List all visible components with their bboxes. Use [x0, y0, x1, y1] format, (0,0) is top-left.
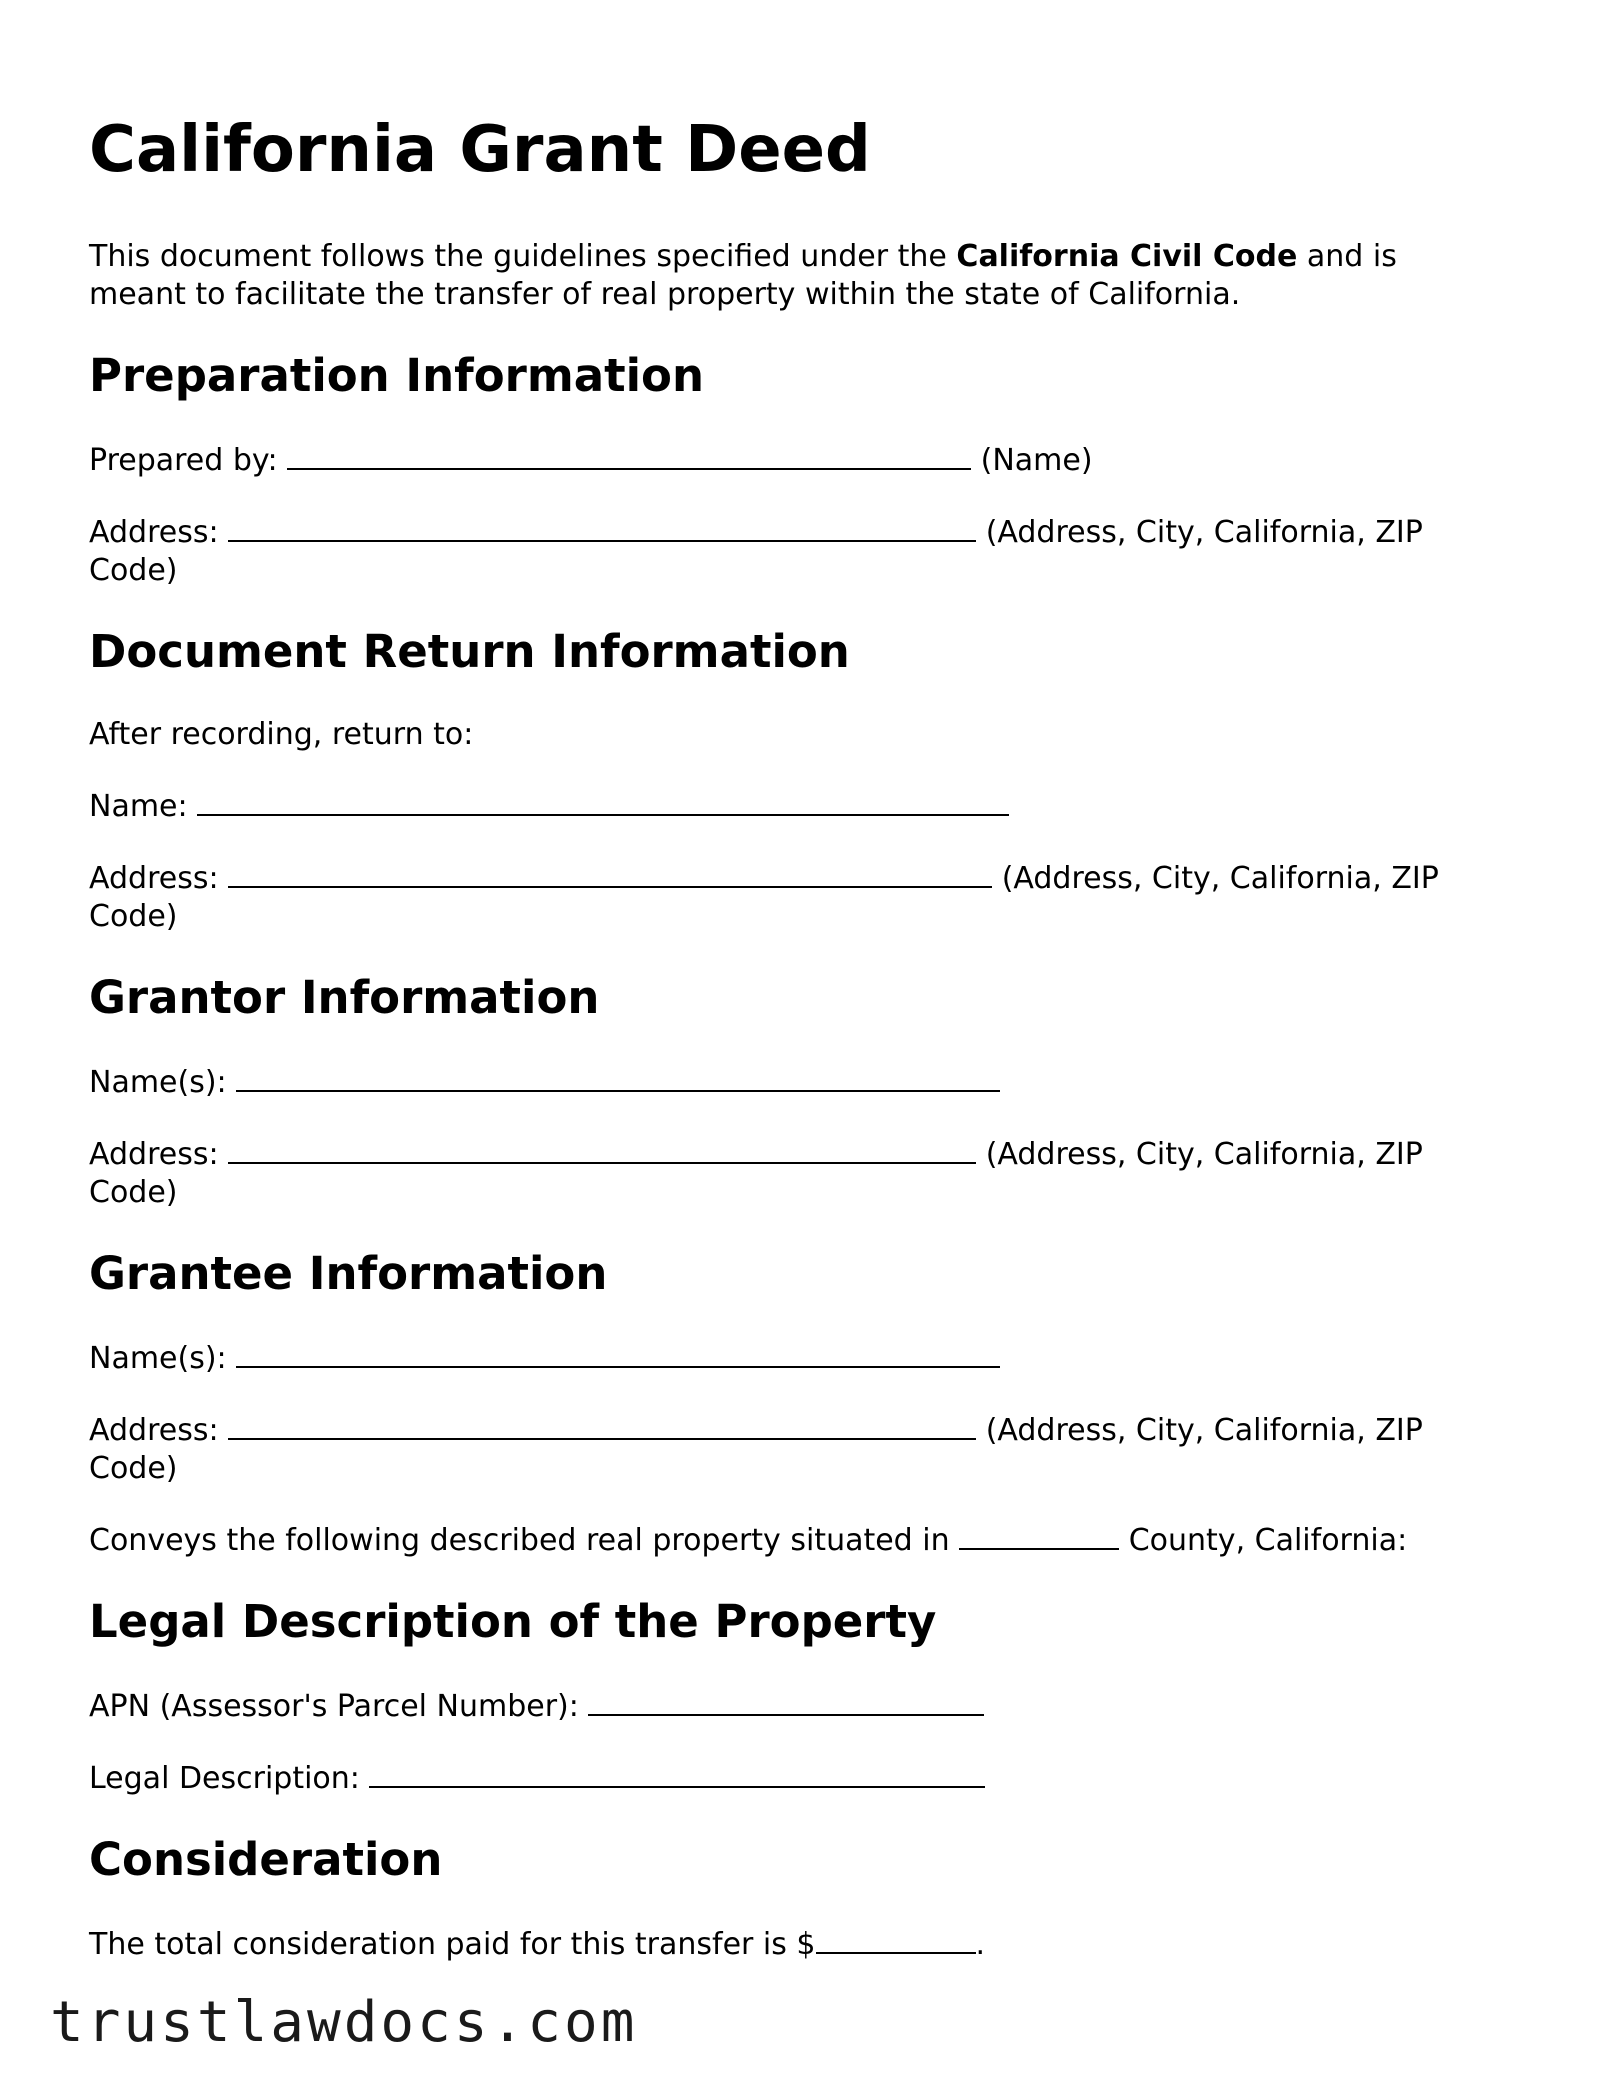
document-title: California Grant Deed [89, 113, 871, 187]
legal-description-label: Legal Description: [89, 1761, 360, 1796]
conveys-text-before: Conveys the following described real property situated in [89, 1523, 950, 1558]
grantee-names-line [89, 1338, 1489, 1378]
preparation-address-blank[interactable] [228, 512, 976, 542]
intro-text-after: and is meant to facilitate the transfer of real property within the state of California. [89, 239, 1397, 312]
apn-label: APN (Assessor's Parcel Number): [89, 1689, 579, 1724]
grantor-address-blank[interactable] [228, 1134, 976, 1164]
legal-description-blank[interactable] [369, 1758, 985, 1788]
conveys-text-after: County, California: [1128, 1523, 1408, 1558]
legal-heading: Legal Description of the Property [89, 1595, 937, 1648]
conveys-line [89, 1520, 1489, 1560]
grantor-names-label: Name(s): [89, 1065, 227, 1100]
prepared-by-blank[interactable] [287, 440, 971, 470]
preparation-address-suffix: (Address, City, California, ZIP Code) [89, 515, 1423, 588]
intro-code-reference: California Civil Code [956, 239, 1298, 274]
preparation-heading: Preparation Information [89, 349, 704, 402]
return-address-label: Address: [89, 861, 219, 896]
return-name-line [89, 786, 1489, 826]
apn-blank[interactable] [588, 1686, 984, 1716]
document-page [89, 110, 1489, 1996]
return-heading: Document Return Information [89, 625, 850, 678]
apn-line [89, 1686, 1489, 1726]
grantee-address-suffix: (Address, City, California, ZIP Code) [89, 1413, 1423, 1486]
grantee-heading: Grantee Information [89, 1247, 608, 1300]
prepared-by-label: Prepared by: [89, 443, 278, 478]
grantee-names-blank[interactable] [236, 1338, 1000, 1368]
preparation-address-line [89, 512, 1489, 590]
return-address-line [89, 858, 1489, 936]
consideration-amount-blank[interactable] [816, 1924, 976, 1954]
grantee-address-label: Address: [89, 1413, 219, 1448]
grantor-names-blank[interactable] [236, 1062, 1000, 1092]
legal-description-line [89, 1758, 1489, 1798]
return-address-blank[interactable] [228, 858, 992, 888]
intro-text-before: This document follows the guidelines specified under the [89, 239, 957, 274]
prepared-by-suffix: (Name) [980, 443, 1093, 478]
grantee-names-label: Name(s): [89, 1341, 227, 1376]
return-intro: After recording, return to: [89, 717, 474, 752]
intro-paragraph [89, 238, 1489, 314]
grantor-heading: Grantor Information [89, 971, 600, 1024]
return-address-suffix: (Address, City, California, ZIP Code) [89, 861, 1439, 934]
consideration-heading: Consideration [89, 1833, 443, 1886]
grantor-address-suffix: (Address, City, California, ZIP Code) [89, 1137, 1423, 1210]
return-name-blank[interactable] [197, 786, 1009, 816]
consideration-text-after: . [975, 1927, 986, 1962]
grantee-address-blank[interactable] [228, 1410, 976, 1440]
return-name-label: Name: [89, 789, 188, 824]
consideration-text-before: The total consideration paid for this transfer is $ [89, 1927, 816, 1962]
prepared-by-line [89, 440, 1489, 480]
grantor-address-label: Address: [89, 1137, 219, 1172]
preparation-address-label: Address: [89, 515, 219, 550]
consideration-line [89, 1924, 1489, 1964]
grantor-address-line [89, 1134, 1489, 1212]
grantor-names-line [89, 1062, 1489, 1102]
county-blank[interactable] [959, 1520, 1119, 1550]
watermark-text: trustlawdocs.com [50, 1990, 638, 2055]
grantee-address-line [89, 1410, 1489, 1488]
